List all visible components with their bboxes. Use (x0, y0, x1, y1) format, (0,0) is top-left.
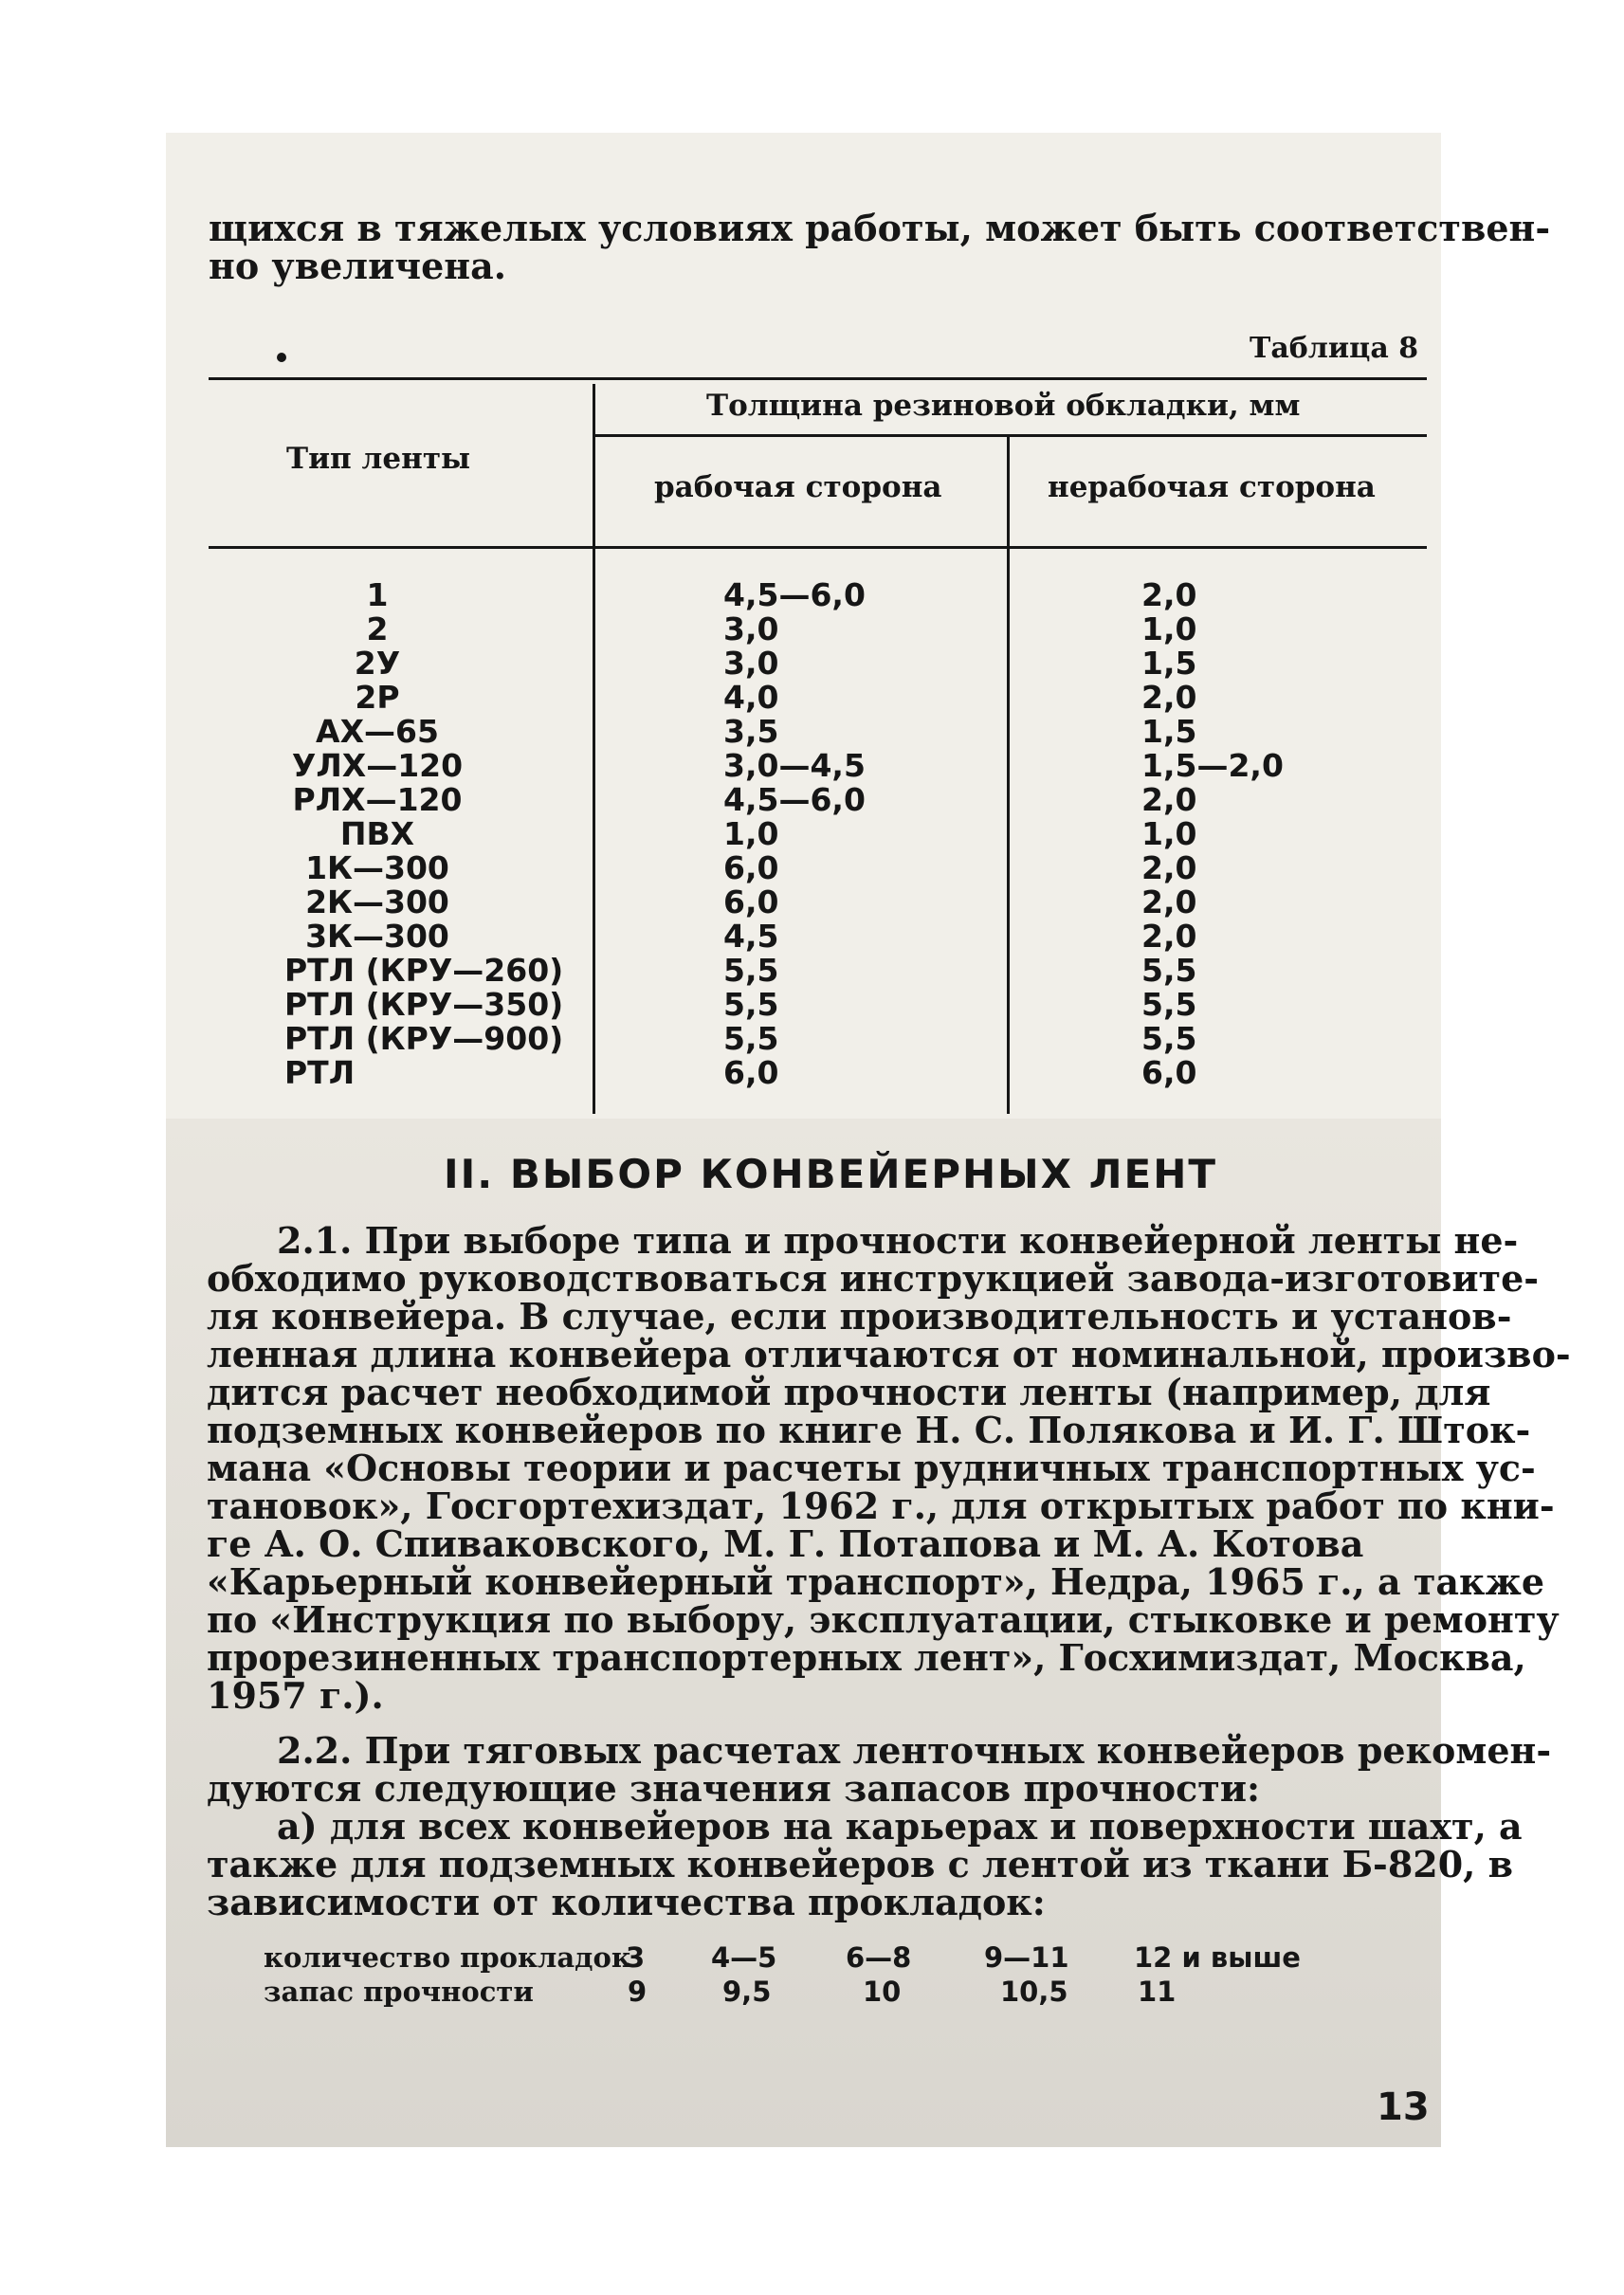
cell-type: РТЛ (КРУ—350) (284, 986, 564, 1023)
plies-value: 12 и выше (1134, 1941, 1301, 1974)
cell-nonworking: 1,5 (1141, 713, 1197, 750)
cell-type: УЛХ—120 (291, 747, 464, 784)
cell-nonworking: 5,5 (1141, 986, 1197, 1023)
text-line: ля конвейера. В случае, если производительность и установ- (207, 1295, 1512, 1338)
cell-working: 4,5—6,0 (723, 576, 866, 613)
text-line: 2.1. При выборе типа и прочности конвейерной ленты не- (277, 1219, 1519, 1262)
text-line: ленная длина конвейера отличаются от номинальной, произво- (207, 1333, 1571, 1375)
cell-nonworking: 5,5 (1141, 1020, 1197, 1057)
table-col-divider-1 (593, 384, 595, 1114)
cell-type: 1 (366, 576, 389, 613)
bullet-mark (277, 353, 286, 362)
cell-working: 3,5 (723, 713, 779, 750)
margin-value: 10 (863, 1976, 902, 2008)
plies-value: 6—8 (846, 1941, 912, 1974)
text-line: подземных конвейеров по книге Н. С. Полякова и И. Г. Шток- (207, 1409, 1531, 1451)
text-line: 2.2. При тяговых расчетах ленточных конвейеров рекомен- (277, 1729, 1552, 1772)
text-line: «Карьерный конвейерный транспорт», Недра, 1965 г., а также (207, 1560, 1545, 1603)
label-plies: количество прокладок (264, 1941, 631, 1974)
cell-type: 2Р (355, 679, 400, 716)
cell-working: 5,5 (723, 1020, 779, 1057)
text-line: по «Инструкция по выбору, эксплуатации, стыковке и ремонту (207, 1598, 1560, 1641)
table-top-rule (209, 377, 1427, 380)
cell-type: 2 (366, 610, 389, 647)
text-line: тановок», Госгортехиздат, 1962 г., для открытых работ по кни- (207, 1484, 1555, 1527)
cell-working: 3,0 (723, 645, 779, 682)
cell-nonworking: 2,0 (1141, 883, 1197, 920)
col-header-type: Тип ленты (286, 442, 471, 476)
cell-type: АХ—65 (316, 713, 439, 750)
cell-working: 5,5 (723, 952, 779, 989)
cell-nonworking: 1,5 (1141, 645, 1197, 682)
cell-type: ПВХ (339, 815, 415, 852)
intro-line-1: щихся в тяжелых условиях работы, может быть соответствен- (209, 207, 1551, 249)
cell-working: 4,5—6,0 (723, 781, 866, 818)
plies-value: 4—5 (711, 1941, 777, 1974)
cell-type: РТЛ (КРУ—260) (284, 952, 564, 989)
cell-type: РТЛ (284, 1054, 356, 1091)
table-col-divider-2 (1007, 436, 1010, 1114)
cell-type: 1К—300 (305, 849, 449, 886)
text-line: ге А. О. Спиваковского, М. Г. Потапова и М. А. Котова (207, 1522, 1364, 1565)
cell-type: 2У (354, 645, 401, 682)
margin-value: 9 (628, 1976, 648, 2008)
section-heading: II. ВЫБОР КОНВЕЙЕРНЫХ ЛЕНТ (444, 1151, 1218, 1197)
cell-working: 4,5 (723, 918, 779, 955)
cell-working: 3,0—4,5 (723, 747, 866, 784)
label-strength-margin: запас прочности (264, 1976, 534, 2008)
cell-nonworking: 5,5 (1141, 952, 1197, 989)
cell-working: 4,0 (723, 679, 779, 716)
table-header-rule (209, 546, 1427, 549)
intro-line-2: но увеличена. (209, 245, 506, 287)
cell-nonworking: 2,0 (1141, 781, 1197, 818)
margin-value: 11 (1138, 1976, 1177, 2008)
cell-working: 6,0 (723, 849, 779, 886)
plies-value: 9—11 (984, 1941, 1069, 1974)
cell-nonworking: 2,0 (1141, 576, 1197, 613)
page-number: 13 (1377, 2086, 1430, 2129)
plies-value: 3 (626, 1941, 646, 1974)
margin-value: 10,5 (1000, 1976, 1068, 2008)
cell-nonworking: 2,0 (1141, 679, 1197, 716)
text-line: зависимости от количества прокладок: (207, 1881, 1046, 1923)
cell-working: 1,0 (723, 815, 779, 852)
cell-nonworking: 2,0 (1141, 918, 1197, 955)
cell-working: 5,5 (723, 986, 779, 1023)
cell-working: 3,0 (723, 610, 779, 647)
cell-nonworking: 1,5—2,0 (1141, 747, 1284, 784)
group-header-thickness: Толщина резиновой обкладки, мм (706, 389, 1301, 423)
cell-nonworking: 2,0 (1141, 849, 1197, 886)
cell-type: РЛХ—120 (292, 781, 463, 818)
cell-nonworking: 6,0 (1141, 1054, 1197, 1091)
table-caption: Таблица 8 (1250, 332, 1419, 365)
text-line: 1957 г.). (207, 1674, 384, 1717)
col-header-nonworking-side: нерабочая сторона (1048, 470, 1376, 504)
cell-working: 6,0 (723, 883, 779, 920)
text-line: также для подземных конвейеров с лентой из ткани Б-820, в (207, 1843, 1514, 1885)
col-header-working-side: рабочая сторона (654, 470, 942, 504)
margin-value: 9,5 (722, 1976, 772, 2008)
table-group-rule (595, 434, 1427, 437)
cell-type: РТЛ (КРУ—900) (284, 1020, 564, 1057)
text-line: прорезиненных транспортерных лент», Госхимиздат, Москва, (207, 1636, 1526, 1679)
cell-working: 6,0 (723, 1054, 779, 1091)
text-line: мана «Основы теории и расчеты рудничных транспортных ус- (207, 1447, 1536, 1489)
cell-type: 3К—300 (305, 918, 449, 955)
cell-nonworking: 1,0 (1141, 815, 1197, 852)
text-line: обходимо руководствоваться инструкцией завода-изготовите- (207, 1257, 1540, 1300)
text-line: дится расчет необходимой прочности ленты (например, для (207, 1371, 1491, 1413)
text-line: дуются следующие значения запасов прочности: (207, 1767, 1261, 1810)
cell-type: 2К—300 (305, 883, 449, 920)
text-line: а) для всех конвейеров на карьерах и поверхности шахт, а (277, 1805, 1523, 1848)
cell-nonworking: 1,0 (1141, 610, 1197, 647)
